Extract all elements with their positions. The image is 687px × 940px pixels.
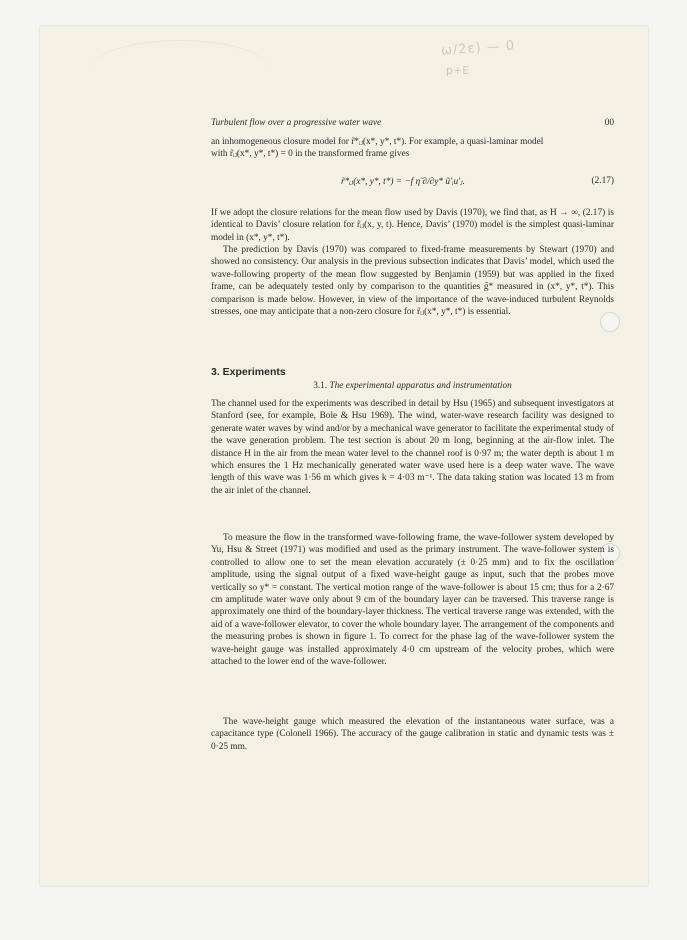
- subsection-number: 3.1.: [313, 381, 328, 391]
- subsection-title: The experimental apparatus and instrumentation: [329, 381, 512, 391]
- paragraph-wave-gauge: The wave-height gauge which measured the elevation of the instantaneous water surface, was a capacitance type (Colonell 1966). The accuracy of the gauge calibration in static and dynamic tests was ± 0·25 mm.: [211, 717, 614, 752]
- equation-number: (2.17): [591, 176, 614, 186]
- running-head: [211, 118, 614, 128]
- intro-text: [211, 136, 614, 161]
- intro-line-2: with r̃ᵢⱼ(x*, y*, t*) = 0 in the transformed frame gives: [211, 149, 410, 160]
- paragraph-prediction: The prediction by Davis (1970) was compared to fixed-frame measurements by Stewart (1970) and showed no consistency. Our analysis in the previous subsection indicates that Davis’ model, which used the wave-following property of the mean flow suggested by Benjamin (1959) but was applied in the fixed frame, can be adequately tested only by comparison to the quantities g̃* measured in (x*, y*, t*). This comparison is made below. However, in view of the importance of the wave-induced turbulent Reynolds stresses, one may anticipate that a non-zero closure for r̃ᵢⱼ(x*, y*, t*) is essential.: [211, 245, 614, 318]
- subsection-heading: [211, 381, 614, 391]
- show-through-curve: [90, 40, 270, 101]
- paragraph-channel: The channel used for the experiments was described in detail by Hsu (1965) and subsequent investigators at Stanford (see, for example, Bole & Hsu 1969). The wind, water-wave research facility was designed to generate water waves by wind and/or by a mechanical wave generator to facilitate the experimental study of the wave generation problem. The test section is about 20 m long, beginning at the air-flow inlet. The distance H in the air from the mean water level to the channel roof is 0·97 m; the water depth is about 1 m which ensures the 1 Hz mechanically generated water wave used here is a deep water wave. The wave length of this wave was 1·56 m which gives k = 4·03 m⁻¹. The data taking station was located 13 m from the air inlet of the channel.: [211, 399, 614, 496]
- equation-body: r̃*ᵢⱼ(x*, y*, t*) = −f η̃ ∂/∂y* ũ′ᵢu′ⱼ.: [341, 177, 465, 187]
- equation-2-17: [211, 172, 614, 194]
- intro-line-1: an inhomogeneous closure model for r̃*ᵢⱼ(x*, y*, t*). For example, a quasi-laminar model: [211, 137, 544, 147]
- running-title: Turbulent flow over a progressive water wave: [211, 118, 382, 128]
- pencil-annotation-2: p+E: [446, 64, 470, 77]
- page-number: 00: [604, 118, 614, 128]
- section-title: 3. Experiments: [211, 366, 286, 378]
- paragraph-davis-closure: If we adopt the closure relations for the mean flow used by Davis (1970), we find that, as H → ∞, (2.17) is identical to Davis’ closure relation for r̃ᵢⱼ(x, y, t). Hence, Davis’ (1970) model is the simplest quasi-laminar model in (x*, y*, t*).: [211, 208, 614, 243]
- paragraph-wave-follower: To measure the flow in the transformed wave-following frame, the wave-follower system developed by Yu, Hsu & Street (1971) was modified and used as the primary instrument. The wave-follower system is controlled to allow one to set the mean elevation accurately (± 0·25 mm) and to fix the oscillation amplitude, using the signal output of a fixed wave-height gauge as input, such that the probes move vertically so y* = constant. The vertical motion range of the wave-follower is about 15 cm; thus for a 2·67 cm amplitude water wave only about 9 cm of the boundary layer can be traversed. This traverse range is approximately one third of the boundary-layer thickness. The vertical traverse range was extended, with the aid of a wave-follower elevator, to cover the whole boundary layer. The arrangement of the components and the measuring probes is shown in figure 1. To correct for the phase lag of the wave-follower system the wave-height gauge was installed approximately 4·0 cm upstream of the velocity probes, which were attached to the lower end of the wave-follower.: [211, 533, 614, 668]
- pencil-annotation: ω/2ε) — 0: [440, 38, 516, 59]
